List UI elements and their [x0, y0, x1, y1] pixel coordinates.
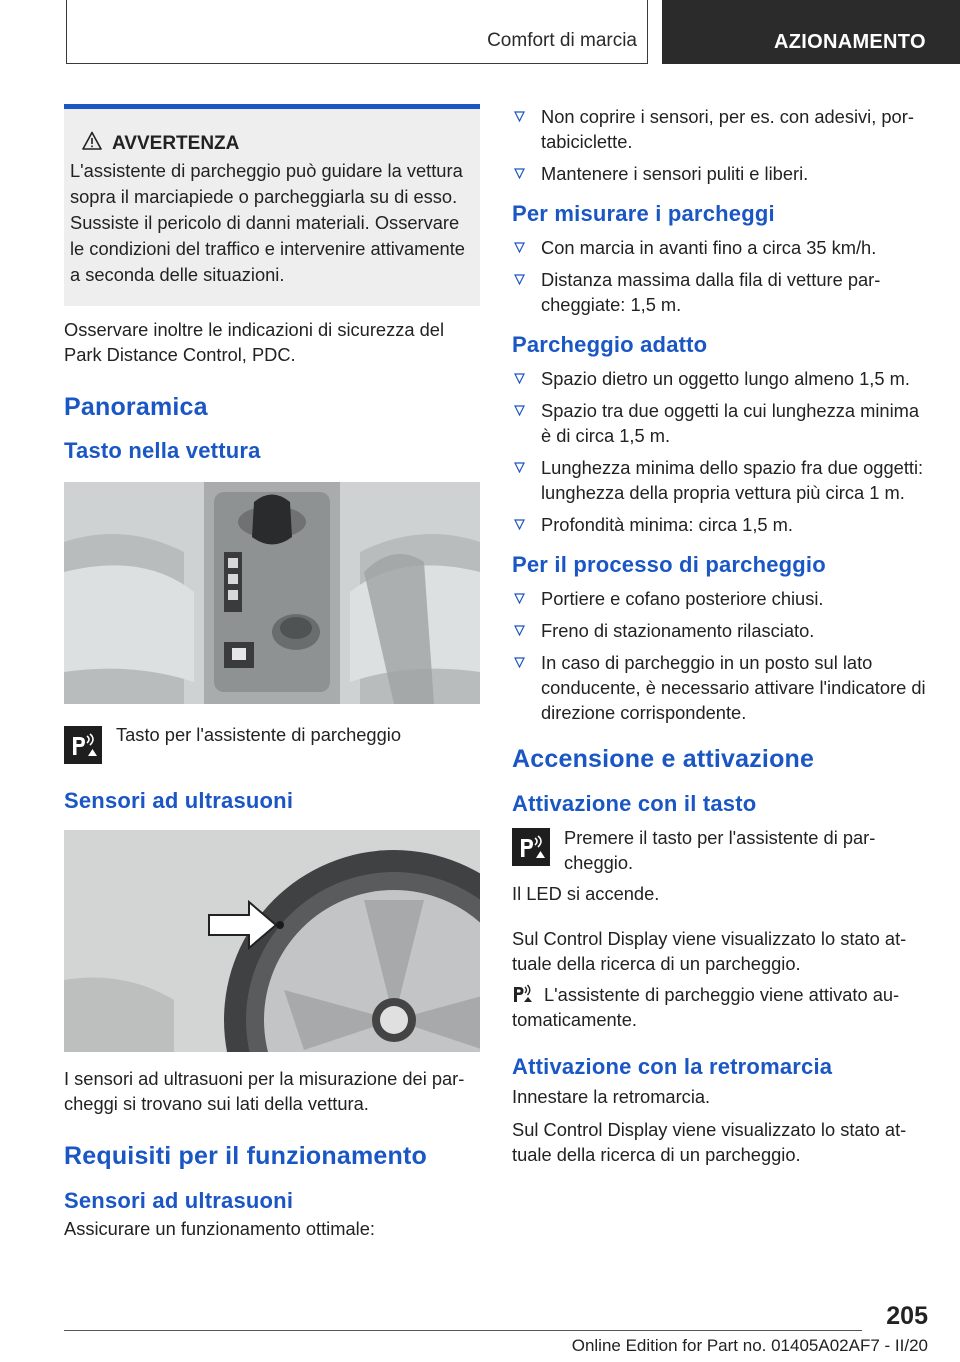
- heading-activation: Accensione e attivazione: [512, 745, 815, 773]
- bullet-text: Portiere e cofano posteriore chiusi.: [541, 588, 824, 609]
- sensors-text: I sensori ad ultrasuoni per la misurazione dei parcheggi si trovano sui lati della vettura.: [64, 1068, 465, 1114]
- bullet-text: Spazio tra due oggetti la cui lunghezza minima è di circa 1,5 m.: [541, 400, 920, 446]
- bullet-text: Freno di stazionamento rilasciato.: [541, 620, 815, 641]
- led-text: Il LED si accende.: [512, 883, 660, 904]
- measure-list: [512, 235, 932, 317]
- suitable-list: [512, 366, 932, 537]
- bullet-text: Lunghezza minima dello spazio fra due oggetti: lunghezza della propria vettura più circa 1 m.: [541, 457, 924, 503]
- bullet-triangle-icon: [514, 242, 525, 253]
- bullet-text: Profondità minima: circa 1,5 m.: [541, 514, 793, 535]
- bullet-triangle-icon: [514, 274, 525, 285]
- left-column: [64, 104, 480, 1241]
- park-assist-button-icon: [64, 726, 102, 764]
- bullet-item: [512, 455, 932, 505]
- page-number: 205: [886, 1302, 928, 1330]
- bullet-text: Mantenere i sensori puliti e liberi.: [541, 163, 809, 184]
- section-title: Comfort di marcia: [487, 30, 637, 51]
- bullet-text: In caso di parcheggio in un posto sul lato conducente, è necessario attivare l'indicatore di direzione corrispondente.: [541, 652, 926, 723]
- parking-symbol-icon: [512, 984, 534, 1004]
- button-caption: Tasto per l'assistente di parcheggio: [116, 724, 401, 745]
- bullet-item: [512, 618, 932, 643]
- bullet-triangle-icon: [514, 519, 525, 530]
- header-box: [66, 0, 648, 64]
- bullet-triangle-icon: [514, 462, 525, 473]
- bullet-item: [512, 366, 932, 391]
- heading-suitable: Parcheggio adatto: [512, 332, 708, 357]
- heading-with-button: Attivazione con il tasto: [512, 791, 757, 816]
- center-console-photo: [64, 482, 480, 704]
- chapter-tab: AZIONAMENTO: [662, 0, 960, 64]
- heading-measure: Per misurare i parcheggi: [512, 201, 775, 226]
- auto-text: L'assistente di parcheggio viene attivato automaticamente.: [512, 984, 900, 1030]
- bullet-text: Non coprire i sensori, per es. con adesivi, portabiciclette.: [541, 106, 914, 152]
- auto-activation-text: [512, 982, 932, 1032]
- bullet-text: Distanza massima dalla fila di vetture parcheggiate: 1,5 m.: [541, 269, 881, 315]
- process-list: [512, 586, 932, 725]
- bullet-text: Con marcia in avanti fino a circa 35 km/h.: [541, 237, 877, 258]
- bullet-text: Spazio dietro un oggetto lungo almeno 1,5 m.: [541, 368, 910, 389]
- display-text-2: Sul Control Display viene visualizzato lo stato attuale della ricerca di un parcheggio.: [512, 1119, 907, 1165]
- heading-ultrasonic-sensors: Sensori ad ultrasuoni: [64, 788, 294, 813]
- bullet-triangle-icon: [514, 625, 525, 636]
- right-column: [512, 104, 932, 1167]
- bullet-triangle-icon: [514, 657, 525, 668]
- display-text: Sul Control Display viene visualizzato lo stato attuale della ricerca di un parcheggio.: [512, 928, 907, 974]
- bullet-triangle-icon: [514, 593, 525, 604]
- bullet-item: [512, 398, 932, 448]
- edition-note: Online Edition for Part no. 01405A02AF7 - II/20: [571, 1336, 928, 1355]
- bullet-item: [512, 512, 932, 537]
- bullet-item: [512, 235, 932, 260]
- sensor-list: [512, 104, 932, 186]
- wheel-sensor-photo: [64, 830, 480, 1052]
- heading-reverse: Attivazione con la retromarcia: [512, 1054, 833, 1079]
- warning-icon: [82, 131, 102, 151]
- warning-title: [70, 133, 472, 155]
- bullet-triangle-icon: [514, 373, 525, 384]
- heading-process: Per il processo di parcheggio: [512, 552, 826, 577]
- footer-divider: [64, 1330, 862, 1331]
- press-row: [512, 825, 932, 877]
- sensors2-text: Assicurare un funzionamento ottimale:: [64, 1218, 375, 1239]
- bullet-triangle-icon: [514, 168, 525, 179]
- bullet-item: [512, 650, 932, 725]
- heading-overview: Panoramica: [64, 393, 208, 421]
- warning-text: L'assistente di parcheggio può guidare la vettura sopra il marciapiede o parcheggiarla su di esso. Sussiste il pericolo di danni materiali. Osservare le condizioni del traffico e intervenire attivamente a seconda delle situazioni.: [70, 160, 465, 285]
- bullet-triangle-icon: [514, 111, 525, 122]
- button-caption-row: [64, 722, 480, 770]
- warning-box: [64, 104, 480, 306]
- bullet-item: [512, 104, 932, 154]
- reverse-text: Innestare la retromarcia.: [512, 1086, 711, 1107]
- bullet-item: [512, 267, 932, 317]
- press-text: Premere il tasto per l'assistente di parcheggio.: [564, 827, 876, 873]
- park-assist-button-icon-2: [512, 828, 550, 866]
- bullet-triangle-icon: [514, 405, 525, 416]
- warning-title-text: AVVERTENZA: [112, 133, 240, 154]
- safety-note: Osservare inoltre le indicazioni di sicurezza del Park Distance Control, PDC.: [64, 319, 445, 365]
- heading-ultrasonic-sensors-2: Sensori ad ultrasuoni: [64, 1188, 294, 1213]
- bullet-item: [512, 586, 932, 611]
- heading-requirements: Requisiti per il funzionamento: [64, 1142, 427, 1170]
- heading-button-in-car: Tasto nella vettura: [64, 438, 261, 463]
- bullet-item: [512, 161, 932, 186]
